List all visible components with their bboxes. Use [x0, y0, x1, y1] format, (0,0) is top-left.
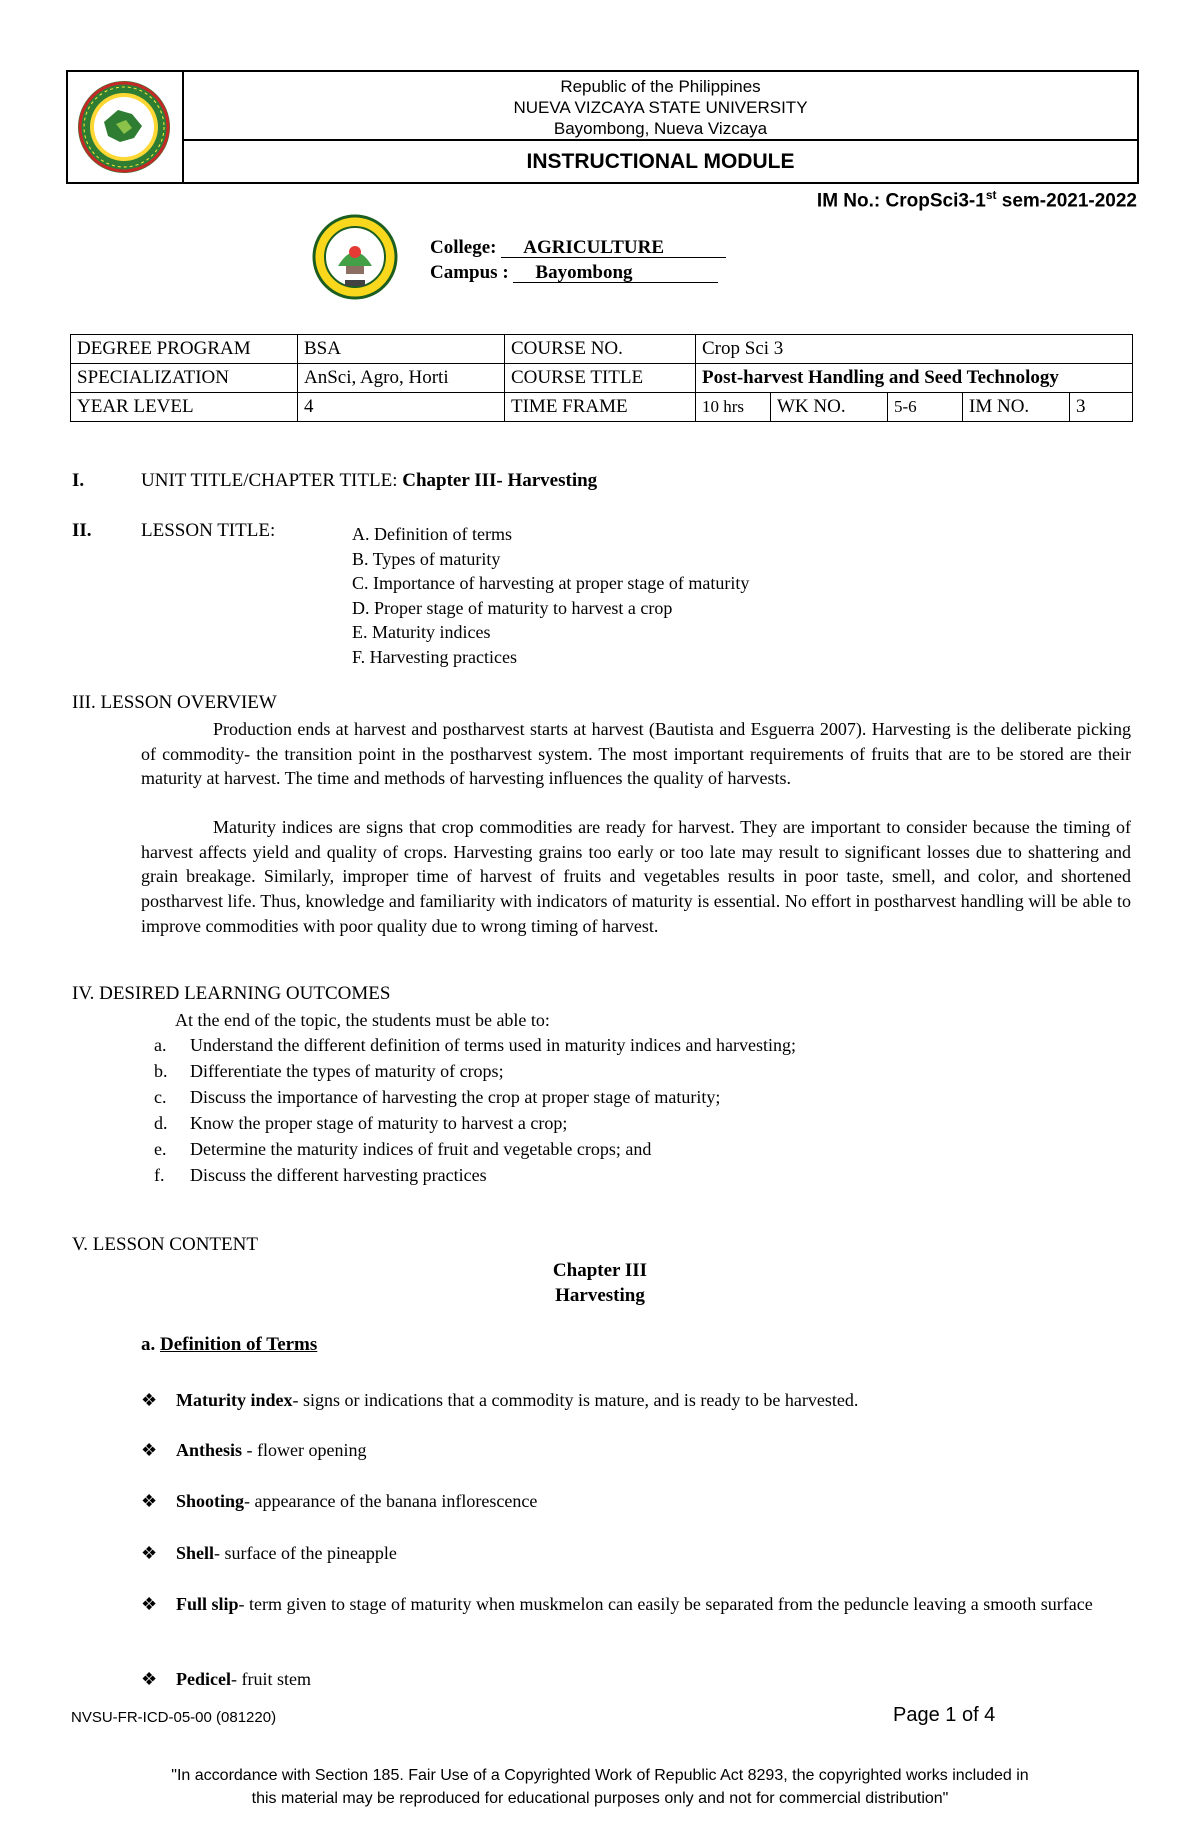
term: Shell: [176, 1543, 215, 1563]
unit-title-section: [72, 470, 84, 492]
definition: - appearance of the banana inflorescence: [244, 1491, 538, 1511]
im-no-value: 3: [1070, 393, 1133, 422]
list-item: F. Harvesting practices: [352, 646, 518, 667]
term: Maturity index: [176, 1390, 293, 1410]
time-frame-label: TIME FRAME: [505, 393, 696, 422]
lesson-number: II.: [72, 520, 92, 541]
definition: - term given to stage of maturity when muskmelon can easily be separated from the peduncle leaving a smooth surface: [238, 1594, 1093, 1614]
bullet-diamond-icon: ❖: [141, 1440, 158, 1460]
term: Anthesis: [176, 1440, 243, 1460]
list-item: B. Types of maturity: [352, 548, 501, 569]
list-item: e.: [154, 1139, 167, 1159]
bullet-diamond-icon: ❖: [141, 1669, 158, 1689]
subsection-title: [141, 1334, 317, 1356]
list-item-text: Discuss the different harvesting practices: [190, 1165, 487, 1185]
bullet-diamond-icon: ❖: [141, 1390, 158, 1410]
table-row: [71, 335, 1133, 364]
term: Full slip: [176, 1594, 239, 1614]
page-number: Page 1 of 4: [893, 1704, 996, 1726]
year-level-value: 4: [298, 393, 505, 422]
list-item: f.: [154, 1165, 165, 1185]
copyright-notice-line-1: "In accordance with Section 185. Fair Use of a Copyrighted Work of Republic Act 8293, the copyrighted works included in: [171, 1767, 1029, 1784]
list-item: c.: [154, 1087, 167, 1107]
time-frame-value: 10 hrs: [696, 393, 771, 422]
university-seal-logo: [68, 72, 182, 182]
bullet-diamond-icon: ❖: [141, 1594, 158, 1614]
list-item: a.: [154, 1035, 167, 1055]
definition: - signs or indications that a commodity is mature, and is ready to be harvested.: [292, 1390, 859, 1410]
university-location: Bayombong, Nueva Vizcaya: [553, 119, 768, 138]
college-label: College:: [430, 237, 497, 258]
degree-program-value: BSA: [298, 335, 505, 364]
im-no-label: IM NO.: [963, 393, 1070, 422]
bullet-diamond-icon: ❖: [141, 1543, 158, 1563]
module-title: INSTRUCTIONAL MODULE: [526, 150, 795, 173]
course-info-table: [70, 334, 1133, 422]
specialization-value: AnSci, Agro, Horti: [298, 364, 505, 393]
year-level-label: YEAR LEVEL: [71, 393, 298, 422]
list-item-text: Differentiate the types of maturity of crops;: [190, 1061, 504, 1081]
outcomes-heading: IV. DESIRED LEARNING OUTCOMES: [72, 983, 391, 1004]
list-item: D. Proper stage of maturity to harvest a crop: [352, 597, 673, 618]
unit-value: Chapter III- Harvesting: [402, 470, 598, 491]
subsection-letter: a.: [141, 1334, 160, 1355]
form-number: NVSU-FR-ICD-05-00 (081220): [71, 1709, 277, 1726]
college-value: AGRICULTURE: [501, 238, 726, 258]
overview-heading: III. LESSON OVERVIEW: [72, 692, 277, 713]
copyright-notice: [0, 1764, 1200, 1810]
header-title-cell: [184, 72, 1137, 141]
overview-paragraph-1: Production ends at harvest and postharvest starts at harvest (Bautista and Esguerra 2007). Harvesting is the deliberate picking of commodity- the transition point in the postharvest system. The most important requirements of fruits that are to be stored are their maturity at harvest. The time and methods of harvesting influences the quality of harvests.: [141, 719, 1131, 789]
definition: - fruit stem: [230, 1669, 311, 1689]
unit-title-line: [141, 470, 597, 492]
lesson-items: [352, 522, 749, 670]
campus-line: [430, 262, 718, 284]
im-number-suffix: sem-2021-2022: [996, 190, 1137, 212]
list-item-text: Determine the maturity indices of fruit and vegetable crops; and: [190, 1139, 652, 1159]
list-item-text: Understand the different definition of terms used in maturity indices and harvesting;: [190, 1035, 797, 1055]
term: Pedicel: [176, 1669, 231, 1689]
specialization-label: SPECIALIZATION: [71, 364, 298, 393]
college-agriculture-logo: [312, 214, 398, 300]
course-no-label: COURSE NO.: [505, 335, 696, 364]
bullet-diamond-icon: ❖: [141, 1491, 158, 1511]
list-item: A. Definition of terms: [352, 524, 512, 544]
chapter-number: Chapter III: [552, 1260, 648, 1281]
list-item: b.: [154, 1061, 168, 1081]
list-item-text: Discuss the importance of harvesting the crop at proper stage of maturity;: [190, 1087, 721, 1107]
wk-no-value: 5-6: [888, 393, 963, 422]
campus-label: Campus :: [430, 262, 509, 283]
definition: - surface of the pineapple: [214, 1543, 397, 1563]
table-row: [71, 393, 1133, 422]
republic-text: Republic of the Philippines: [560, 77, 761, 96]
header-box: [66, 70, 1139, 184]
logo-cell: [68, 72, 184, 182]
term: Shooting: [176, 1491, 245, 1511]
definition: - flower opening: [242, 1440, 367, 1460]
overview-paragraph-2: Maturity indices are signs that crop commodities are ready for harvest. They are important to consider because the timing of harvest affects yield and quality of crops. Harvesting grains too early or too late may result to significant losses due to shattering and grain breakage. Similarly, improper time of harvest of fruits and vegetables results in poor taste, smell, and color, and shortened postharvest life. Thus, knowledge and familiarity with indicators of maturity is essential. No effort in postharvest handling will be able to improve commodities with poor quality due to wrong timing of harvest.: [141, 817, 1131, 936]
list-item: d.: [154, 1113, 168, 1133]
unit-label: UNIT TITLE/CHAPTER TITLE:: [141, 470, 403, 491]
im-number-sup: st: [985, 188, 997, 202]
college-line: [430, 237, 726, 259]
content-heading: V. LESSON CONTENT: [72, 1234, 258, 1255]
list-item: C. Importance of harvesting at proper stage of maturity: [352, 573, 750, 594]
unit-number: I.: [72, 470, 85, 491]
course-no-value: Crop Sci 3: [696, 335, 1133, 364]
list-item-text: Know the proper stage of maturity to harvest a crop;: [190, 1113, 568, 1133]
lesson-label: LESSON TITLE:: [141, 520, 276, 541]
university-name: NUEVA VIZCAYA STATE UNIVERSITY: [513, 98, 808, 117]
wk-no-label: WK NO.: [771, 393, 888, 422]
chapter-title: Harvesting: [555, 1285, 645, 1306]
course-title-label: COURSE TITLE: [505, 364, 696, 393]
copyright-notice-line-2: this material may be reproduced for educational purposes only and not for commercial distribution": [251, 1790, 949, 1807]
course-title-value: Post-harvest Handling and Seed Technology: [696, 364, 1133, 393]
list-item: E. Maturity indices: [352, 622, 491, 643]
outcomes-intro: At the end of the topic, the students must be able to:: [175, 1010, 550, 1030]
degree-program-label: DEGREE PROGRAM: [71, 335, 298, 364]
table-row: [71, 364, 1133, 393]
im-number: [817, 188, 1137, 212]
campus-value: Bayombong: [513, 263, 718, 283]
subsection-text: Definition of Terms: [160, 1334, 318, 1355]
im-number-prefix: IM No.: CropSci3-1: [816, 190, 986, 212]
